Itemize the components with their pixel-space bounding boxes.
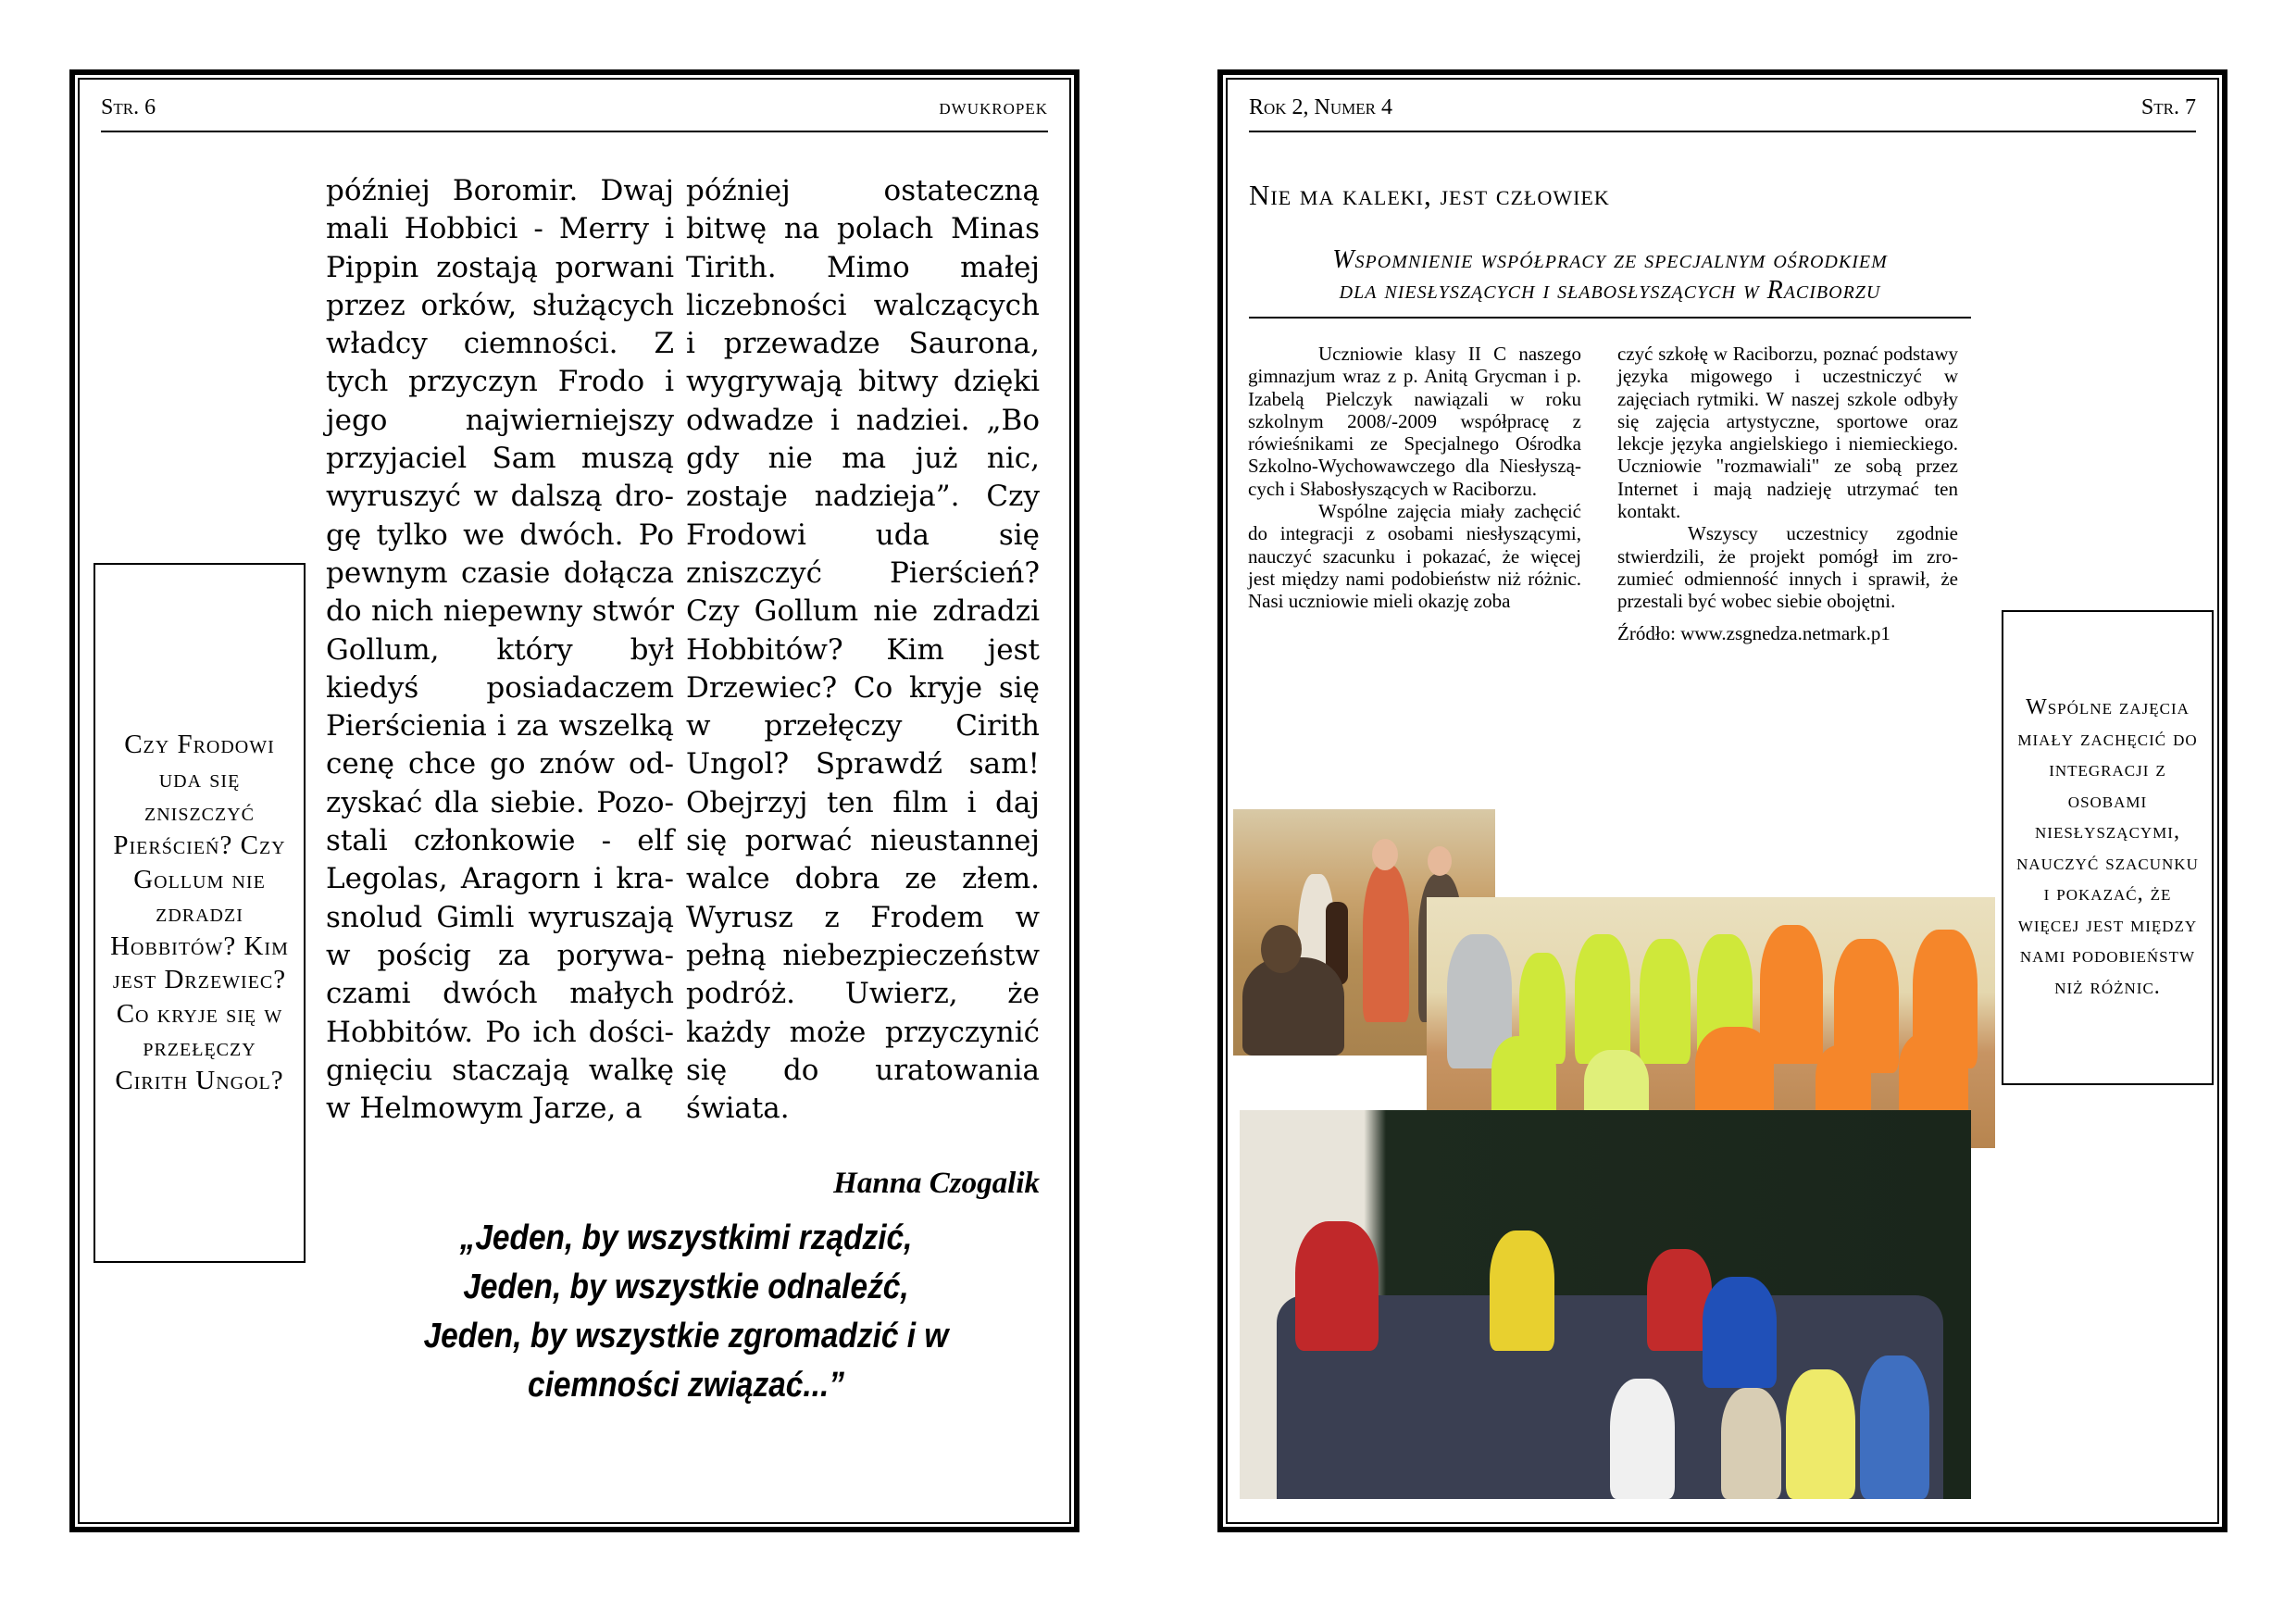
photo-figure [1860, 1355, 1929, 1499]
column-text: później ostateczną bitwę na polach Minas Tirith. Mimo małej liczebności walczących i przewadze Saurona, wygrywają bitwy dzięki odwadze i nadziei. „Bo gdy nie ma już nic, zostaje nadzieja”. Czy Frodowi uda się zniszczyć Pierścień? Czy Gollum nie zdradzi Hobbitów? Kim jest Drzewiec? Co kryje się w przełęczy Cirith Ungol? Sprawdź sam! Obejrzyj ten film i daj się porwać nieustannej walce dobra ze złem. Wyrusz z Frodem w pełną niebezpieczeństw podróż. Uwierz, że każdy może przyczynić się do uratowania świata. [686, 174, 1040, 1126]
photo-figure [1899, 1031, 1968, 1119]
photo-figure [1703, 1277, 1777, 1388]
photo-figure [1721, 1388, 1781, 1499]
quote-line: Jeden, by wszystkie odnaleźć, [463, 1268, 909, 1306]
page-number: Str. 7 [2140, 95, 2196, 119]
photo-figure [1295, 1221, 1379, 1351]
quote-line: „Jeden, by wszystkimi rządzić, [459, 1218, 913, 1257]
paragraph: Wszyscy uczestnicy zgodnie stwierdzili, że projekt pomógł im zrozumieć odmienność innych i sprawił, że przestali być wobec siebie obojętni. [1617, 522, 1958, 613]
quote-line: Jeden, by wszystkie zgromadzić i w [423, 1317, 949, 1355]
photo-head [1428, 846, 1452, 876]
article-title: Nie ma kaleki, jest człowiek [1249, 179, 1610, 211]
source-credit: Źródło: www.zsgnedza.netmark.p1 [1617, 621, 1890, 644]
page-number: Str. 6 [101, 95, 156, 119]
photo-figure [1242, 957, 1344, 1056]
column-text: później Boromir. Dwaj mali Hobbici - Merry i Pippin zostają porwani przez orków, służących władcy ciemności. Z tych przyczyn Frodo i jego najwierniejszy przyjaciel Sam muszą wyruszyć w dalszą drogę tylko we dwóch. Po pewnym czasie dołącza do nich niepewny stwór Gollum, który był kiedyś posiadaczem Pierścienia i za wszelką cenę chce go znów odzyskać dla siebie. Pozostali członkowie - elf Legolas, Aragorn i krasnolud Gimli wyruszają w pościg za porywaczami dwóch małych Hobbitów. Po ich doścignięciu staczają walkę w Helmowym Jarze, a [326, 174, 674, 1126]
article-column-1 [326, 172, 674, 1128]
photo-figure [1610, 1379, 1675, 1499]
article-column-2 [1617, 343, 1958, 644]
photo-figure [1695, 1027, 1774, 1119]
issue-label: Rok 2, Numer 4 [1249, 95, 1393, 119]
pull-quote-text: Czy Frodowi uda się zniszczyć Pierścień? Czy Gollum nie zdradzi Hobbitów? Kim jest Drzewiec? Co kryje się w przełęczy Cirith Ungol? [110, 730, 289, 1096]
photo-head [1261, 925, 1302, 973]
ring-inscription-quote [368, 1214, 1004, 1410]
article-subtitle [1249, 244, 1971, 319]
quote-line: ciemności związać...” [528, 1366, 844, 1405]
page-7 [1217, 69, 2227, 1532]
paragraph: Uczniowie klasy II C naszego gimnazjum wraz z p. Anitą Grycman i p. Izabelą Pielczyk nawiązali w roku szkolnym 2008/-2009 współpracę z rówieśnikami ze Specjalnego Ośrodka Szkolno-Wychowawczego dla Niesłyszących i Słabosłyszących w Raciborzu. [1248, 343, 1581, 500]
photo-figure [1760, 925, 1823, 1064]
photo-figure [1363, 865, 1409, 1022]
author-byline: Hanna Czogalik [833, 1167, 1040, 1201]
photo-figure [1575, 934, 1630, 1064]
article-column-1 [1248, 343, 1581, 613]
photo-figure [1640, 939, 1691, 1064]
pull-quote-text: Wspólne zajęcia miały zachęcić do integracji z osobami niesłyszącymi, nauczyć szacunku i pokazać, że więcej jest między nami podobieństw niż różnic. [2016, 695, 2199, 999]
photo-figure [1491, 1036, 1556, 1119]
photo-figure [1490, 1230, 1554, 1351]
article-column-2 [686, 172, 1040, 1204]
page-6 [69, 69, 1079, 1532]
sidebar-pull-quote [94, 563, 306, 1263]
subtitle-line: dla niesłyszących i słabosłyszących w Raciborzu [1339, 276, 1881, 305]
photo-figure [1786, 1369, 1855, 1499]
paragraph: czyć szkołę w Raciborzu, poznać podstawy języka migowego i uczestniczyć w zajęciach rytmiki. W naszej szkole odbyły się zajęcia artystyczne, sportowe oraz lekcje języka angielskiego i niemieckiego. Uczniowie "rozmawiali" ze sobą przez Internet i mają nadzieję utrzymać ten kontakt. [1617, 343, 1958, 523]
running-header [101, 95, 1048, 132]
paragraph: Wspólne zajęcia miały zachęcić do integracji z osobami niesłyszącymi, nauczyć szacunku i pokazać, że więcej jest między nami podobieństw niż różnic. Nasi uczniowie mieli okazję zoba [1248, 500, 1581, 613]
photo-head [1372, 839, 1398, 870]
subtitle-line: Wspomnienie współpracy ze specjalnym ośrodkiem [1332, 245, 1888, 274]
sidebar-pull-quote [2002, 610, 2214, 1085]
running-header [1249, 95, 2196, 132]
photo-class-group [1240, 1110, 1971, 1499]
publication-name: dwukropek [939, 95, 1048, 119]
